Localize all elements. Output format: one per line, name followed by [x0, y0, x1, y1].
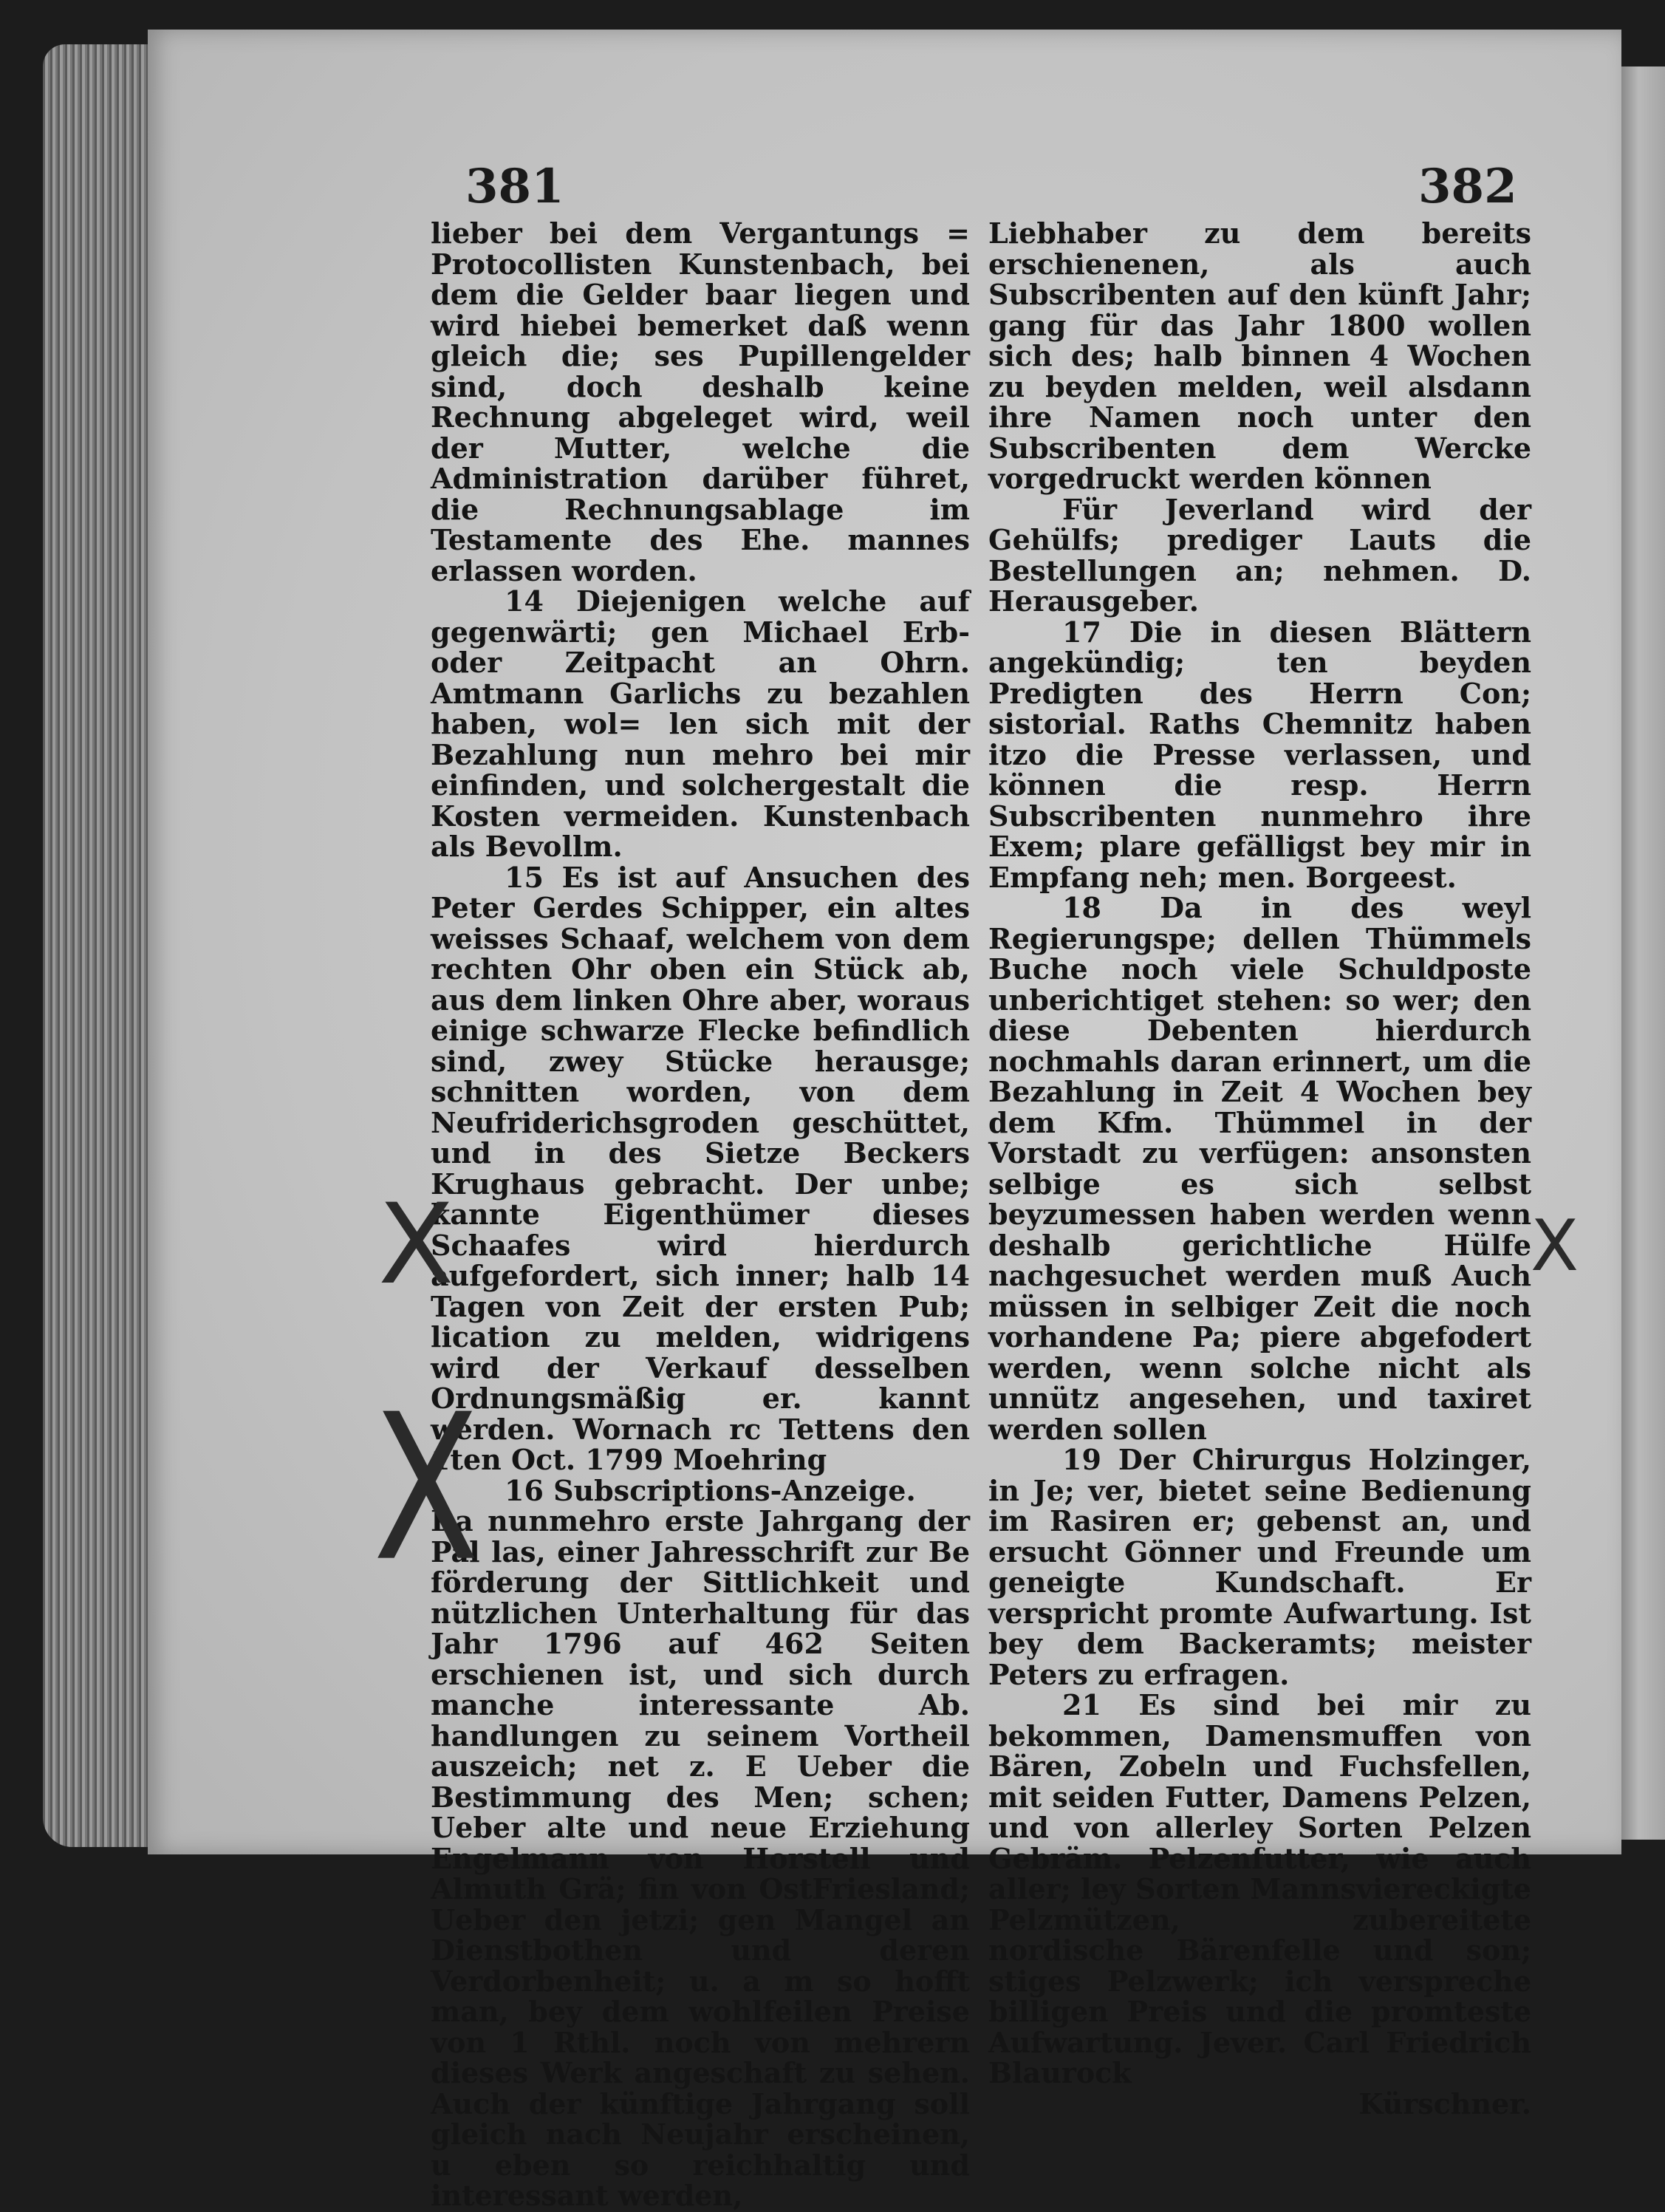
- handwritten-x-mark: X: [1531, 1206, 1579, 1287]
- paragraph: lieber bei dem Vergantungs = Protocollisten Kunstenbach, bei dem die Gelder baar liegen und wird hiebei bemerket daß wenn gleich die; ses Pupillengelder sind, doch deshalb keine Rechnung abgeleget wird, weil der Mutter, welche die Administration darüber führet, die Rechnungsablage im Testamente des Ehe. mannes erlassen worden.: [431, 216, 970, 587]
- paragraph: 17 Die in diesen Blättern angekündig; ten beyden Predigten des Herrn Con; sistorial. Raths Chemnitz haben itzo die Presse verlassen, und können die resp. Herrn Subscribenten nunmehro ihre Exem; plare gefälligst bey mir in Empfang neh; men. Borgeest.: [988, 615, 1531, 894]
- left-page-number: 381: [465, 159, 564, 214]
- paragraph: Liebhaber zu dem bereits erschienenen, als auch Subscribenten auf den künft Jahr; gang für das Jahr 1800 wollen sich des; halb binnen 4 Wochen zu beyden melden, weil alsdann ihre Namen noch unter den Subscribenten dem Wercke vorgedruckt werden können: [988, 216, 1531, 495]
- paragraph: Für Jeverland wird der Gehülfs; prediger Lauts die Bestellungen an; nehmen. D. Herausgeber.: [988, 492, 1531, 618]
- handwritten-x-mark: X: [373, 1370, 479, 1606]
- paragraph: Da nunmehro erste Jahrgang der Pal las, einer Jahresschrift zur Be förderung der Sittlichkeit und nützlichen Unterhaltung für das Jahr 1796 auf 462 Seiten erschienen ist, und sich durch manche interessante Ab. handlungen zu seinem Vortheil auszeich; net z. E Ueber die Bestimmung des Men; schen; Ueber alte und neue Erziehung Engelmann von Horstell und Almuth Grä; fin von OstFriesland; Ueber den jetzi; gen Mangel an Dienstbothen und deren Verdorbenheit; u. a m so hofft man, bey dem wohlfeilen Preise von 1 Rthl. noch von mehrern dieses Werk angeschaft zu sehen. Auch der künftige Jahrgang soll gleich nach Neujahr erscheinen, u eben so reichhaltig und interessant werden,: [431, 1504, 970, 2212]
- right-page-number: 382: [1418, 159, 1517, 214]
- right-text-column: [988, 218, 1531, 2119]
- paragraph: 14 Diejenigen welche auf gegenwärti; gen Michael Erb- oder Zeitpacht an Ohrn. Amtmann Garlichs zu bezahlen haben, wol= len sich mit der Bezahlung nun mehro bei mir einfinden, und solchergestalt die Kosten vermeiden. Kunstenbach als Bevollm.: [431, 584, 970, 863]
- handwritten-x-mark: X: [378, 1181, 454, 1309]
- paragraph: 19 Der Chirurgus Holzinger, in Je; ver, bietet seine Bedienung im Rasiren er; gebenst an, und ersucht Gönner und Freunde um geneigte Kundschaft. Er verspricht promte Aufwartung. Ist bey dem Backeramts; meister Peters zu erfragen.: [988, 1443, 1531, 1691]
- signature-line: Kürschner.: [1358, 2086, 1531, 2120]
- section-heading: 16 Subscriptions-Anzeige.: [505, 1473, 916, 1507]
- paragraph: 21 Es sind bei mir zu bekommen, Damensmuffen von Bären, Zobeln und Fuchsfellen, mit seiden Futter, Damens Pelzen, und von allerley Sorten Pelzen Gebräm. Pelzenfutter, wie auch aller; ley Sorten Mannsviereckigte Pelzmützen, zubereitete nordische Bärenfelle und son; stiges Pelzwerk; ich verspreche billigen Preis und die promteste Aufwartung. Jever. Carl Friedrich Blaurock: [988, 1688, 1531, 2089]
- paragraph: 15 Es ist auf Ansuchen des Peter Gerdes Schipper, ein altes weisses Schaaf, welchem von dem rechten Ohr oben ein Stück ab, aus dem linken Ohre aber, woraus einige schwarze Flecke befindlich sind, zwey Stücke herausge; schnitten worden, von dem Neufriderichsgroden geschüttet, und in des Sietze Beckers Krughaus gebracht. Der unbe; kannte Eigenthümer dieses Schaafes wird hierdurch aufgefordert, sich inner; halb 14 Tagen von Zeit der ersten Pub; lication zu melden, widrigens wird der Verkauf desselben Ordnungsmäßig er. kannt werden. Wornach rc Tettens den 1ten Oct. 1799 Moehring: [431, 860, 970, 1476]
- paragraph: 18 Da in des weyl Regierungspe; dellen Thümmels Buche noch viele Schuldposte unberichtiget stehen: so wer; den diese Debenten hierdurch nochmahls daran erinnert, um die Bezahlung in Zeit 4 Wochen bey dem Kfm. Thümmel in der Vorstadt zu verfügen: ansonsten selbige es sich selbst beyzumessen haben werden wenn deshalb gerichtliche Hülfe nachgesuchet werden muß Auch müssen in selbiger Zeit die noch vorhandene Pa; piere abgefodert werden, wenn solche nicht als unnütz angesehen, und taxiret werden sollen: [988, 891, 1531, 1446]
- facing-page-edge: [1621, 66, 1665, 1840]
- left-text-column: [431, 218, 970, 2211]
- book-page-edges: [43, 44, 161, 1847]
